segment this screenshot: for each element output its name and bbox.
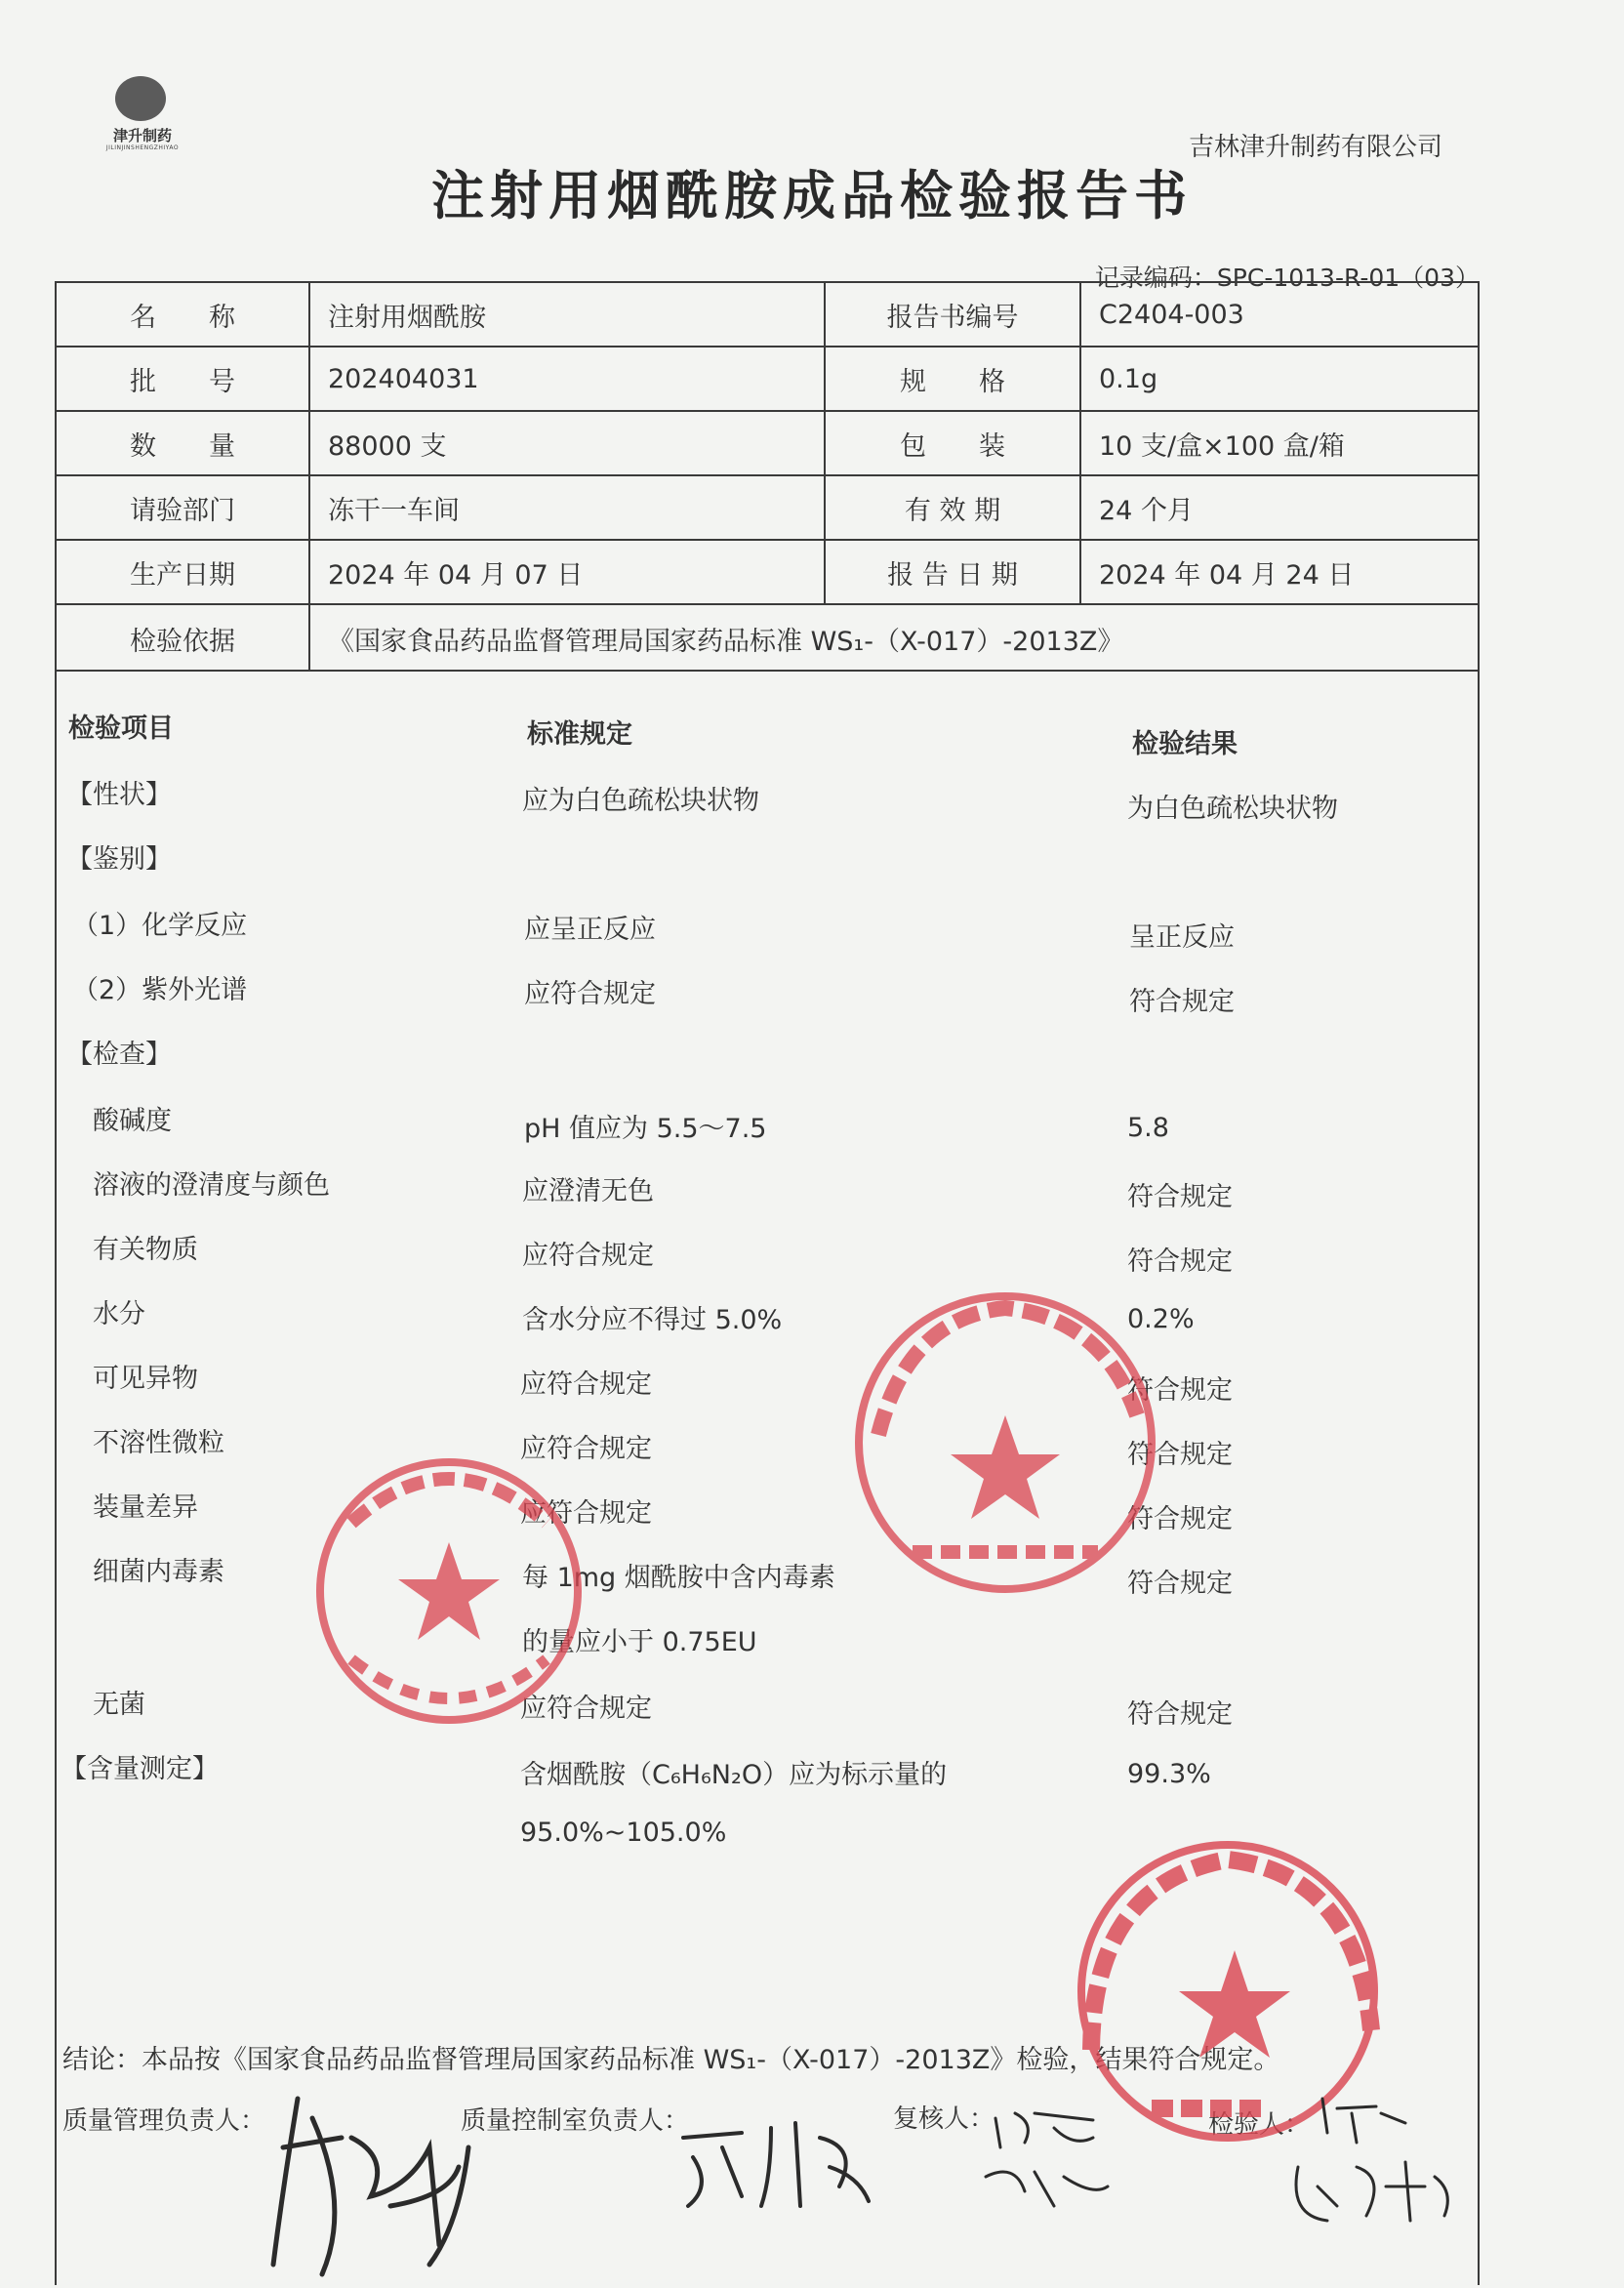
row-item: 【鉴别】 xyxy=(66,844,172,875)
row-result: 符合规定 xyxy=(1127,1440,1233,1470)
package-label: 包 装 xyxy=(826,412,1081,474)
row-result: 符合规定 xyxy=(1127,1699,1233,1730)
row-result: 符合规定 xyxy=(1127,1246,1233,1277)
name-label: 名 称 xyxy=(57,283,310,346)
signature-qa xyxy=(273,2099,468,2274)
row-standard: 应呈正反应 xyxy=(524,915,656,945)
row-standard: 95.0%~105.0% xyxy=(520,1818,727,1848)
report-no-value: C2404-003 xyxy=(1099,299,1244,330)
row-item: 【性状】 xyxy=(66,780,172,810)
basis-label: 检验依据 xyxy=(57,605,310,672)
row-item: 有关物质 xyxy=(93,1235,198,1265)
record-code: 记录编码：SPC-1013-R-01（03） xyxy=(1094,264,1480,292)
name-value: 注射用烟酰胺 xyxy=(310,283,826,346)
row-item: 不溶性微粒 xyxy=(93,1428,224,1458)
row-item: （2）紫外光谱 xyxy=(72,975,248,1005)
report-no-label: 报告书编号 xyxy=(826,283,1081,346)
dept-value: 冻干一车间 xyxy=(310,476,826,539)
validity-label: 有 效 期 xyxy=(826,476,1081,539)
prod-date-value: 2024 年 04 月 07 日 xyxy=(310,541,826,603)
conclusion-text: 结论：本品按《国家食品药品监督管理局国家药品标准 WS₁-（X-017）-2013Z》检验，结果符合规定。 xyxy=(62,2045,1280,2075)
row-standard: 应符合规定 xyxy=(520,1369,652,1400)
report-date-value: 2024 年 04 月 24 日 xyxy=(1099,559,1355,591)
row-result: 5.8 xyxy=(1127,1113,1169,1143)
row-standard: pH 值应为 5.5～7.5 xyxy=(524,1114,767,1144)
row-result: 99.3% xyxy=(1127,1759,1211,1789)
basis-value: 《国家食品药品监督管理局国家药品标准 WS₁-（X-017）-2013Z》 xyxy=(328,626,1124,657)
row-item: 装量差异 xyxy=(93,1492,198,1523)
quantity-label: 数 量 xyxy=(57,412,310,474)
row-standard: 应为白色疏松块状物 xyxy=(522,786,759,816)
row-standard: 应符合规定 xyxy=(524,979,656,1009)
row-result: 呈正反应 xyxy=(1129,922,1235,953)
row-standard: 应符合规定 xyxy=(520,1498,652,1529)
row-standard: 含烟酰胺（C₆H₆N₂O）应为标示量的 xyxy=(520,1760,948,1790)
row-standard: 应符合规定 xyxy=(520,1434,652,1464)
row-item: （1）化学反应 xyxy=(72,911,248,941)
validity-value: 24 个月 xyxy=(1099,495,1194,526)
row-item: 【检查】 xyxy=(66,1040,172,1070)
qa-head-label: 质量管理负责人： xyxy=(62,2106,266,2136)
logo-subtext: JILINJINSHENGZHIYAO xyxy=(105,144,180,151)
batch-label: 批 号 xyxy=(57,347,310,410)
row-result: 0.2% xyxy=(1127,1304,1195,1334)
header-item: 检验项目 xyxy=(68,714,174,744)
logo-text: 津升制药 xyxy=(112,127,172,144)
row-item: 细菌内毒素 xyxy=(93,1557,224,1587)
prod-date-label: 生产日期 xyxy=(57,541,310,603)
spec-label: 规 格 xyxy=(826,347,1081,410)
row-result: 符合规定 xyxy=(1127,1504,1233,1534)
left-seal-stamp xyxy=(320,1462,578,1720)
inspector-label: 检验人： xyxy=(1208,2110,1311,2140)
page-title: 注射用烟酰胺成品检验报告书 xyxy=(431,165,1193,226)
row-result: 为白色疏松块状物 xyxy=(1127,794,1338,824)
row-item: 水分 xyxy=(93,1299,145,1329)
dept-label: 请验部门 xyxy=(57,476,310,539)
header-standard: 标准规定 xyxy=(527,719,632,750)
row-item: 可见异物 xyxy=(93,1364,198,1394)
reviewer-label: 复核人： xyxy=(893,2104,995,2134)
row-standard: 应符合规定 xyxy=(520,1694,652,1724)
signature-reviewer xyxy=(986,2113,1108,2206)
row-item: 无菌 xyxy=(93,1690,145,1720)
row-standard: 每 1mg 烟酰胺中含内毒素 xyxy=(522,1563,835,1593)
row-standard: 应符合规定 xyxy=(522,1241,654,1271)
header-result: 检验结果 xyxy=(1132,729,1238,759)
batch-value: 202404031 xyxy=(310,347,826,410)
signature-qc xyxy=(683,2123,869,2206)
row-item: 酸碱度 xyxy=(93,1106,172,1136)
row-result: 符合规定 xyxy=(1127,1182,1233,1212)
row-result: 符合规定 xyxy=(1129,987,1235,1017)
row-standard: 含水分应不得过 5.0% xyxy=(522,1305,783,1335)
row-standard: 应澄清无色 xyxy=(522,1176,654,1206)
row-item: 【含量测定】 xyxy=(61,1754,219,1784)
row-standard: 的量应小于 0.75EU xyxy=(522,1627,757,1657)
spec-value: 0.1g xyxy=(1099,363,1158,394)
report-date-label: 报 告 日 期 xyxy=(826,541,1081,603)
row-result: 符合规定 xyxy=(1127,1375,1233,1406)
quantity-value: 88000 支 xyxy=(310,412,826,474)
jinsheng-seal-stamp xyxy=(1081,1845,1374,2138)
company-name: 吉林津升制药有限公司 xyxy=(1188,133,1442,162)
right-seal-stamp xyxy=(859,1296,1152,1589)
row-item: 溶液的澄清度与颜色 xyxy=(93,1170,330,1201)
row-result: 符合规定 xyxy=(1127,1569,1233,1599)
signature-inspector xyxy=(1296,2099,1447,2221)
package-value: 10 支/盒×100 盒/箱 xyxy=(1099,430,1345,462)
qc-head-label: 质量控制室负责人： xyxy=(461,2106,690,2136)
